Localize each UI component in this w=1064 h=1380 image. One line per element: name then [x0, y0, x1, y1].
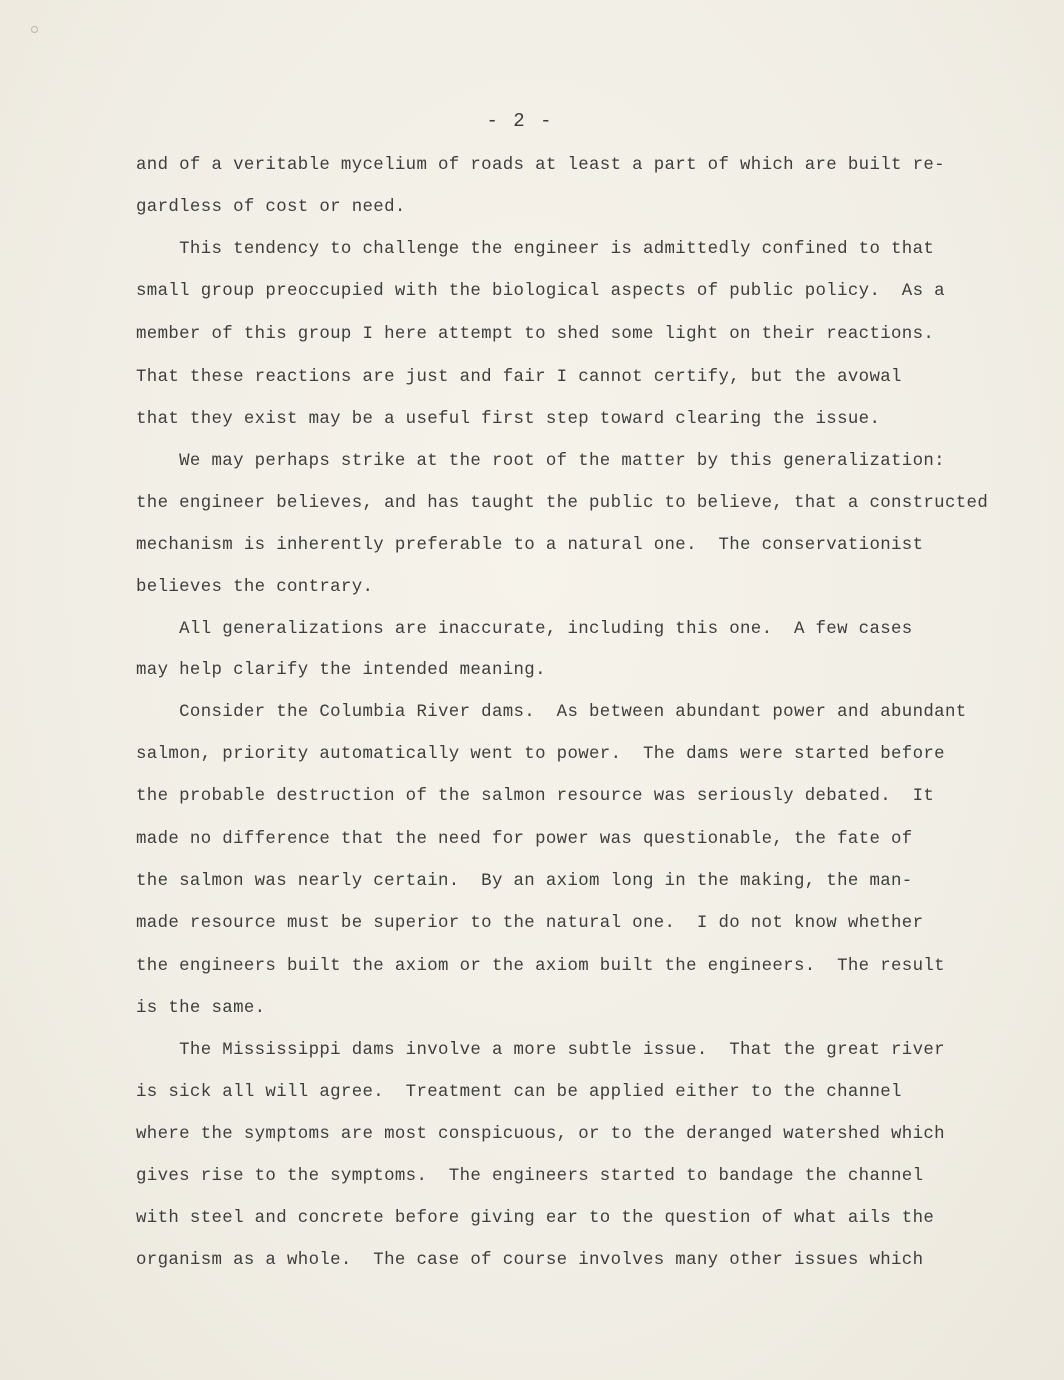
text-line: the engineers built the axiom or the axiom built the engineers. The result [136, 957, 945, 976]
paper-speck [31, 26, 38, 33]
text-line: organism as a whole. The case of course involves many other issues which [136, 1251, 924, 1270]
text-line: the salmon was nearly certain. By an axiom long in the making, the man- [136, 872, 913, 891]
text-line: The Mississippi dams involve a more subtle issue. That the great river [136, 1041, 945, 1060]
text-line: mechanism is inherently preferable to a natural one. The conservationist [136, 536, 924, 555]
text-line: That these reactions are just and fair I cannot certify, but the avowal [136, 368, 902, 387]
text-line: may help clarify the intended meaning. [136, 661, 546, 680]
text-line: salmon, priority automatically went to power. The dams were started before [136, 745, 945, 764]
text-line: Consider the Columbia River dams. As between abundant power and abundant [136, 703, 967, 722]
text-line: member of this group I here attempt to shed some light on their reactions. [136, 325, 935, 344]
text-line: We may perhaps strike at the root of the matter by this generalization: [136, 452, 945, 471]
text-line: is the same. [136, 999, 266, 1018]
text-line: This tendency to challenge the engineer is admittedly confined to that [136, 240, 935, 259]
text-line: the engineer believes, and has taught the public to believe, that a constructed [136, 494, 989, 513]
text-line: with steel and concrete before giving ear to the question of what ails the [136, 1209, 935, 1228]
text-line: is sick all will agree. Treatment can be applied either to the channel [136, 1083, 902, 1102]
text-line: gives rise to the symptoms. The engineers started to bandage the channel [136, 1167, 924, 1186]
text-line: where the symptoms are most conspicuous, or to the deranged watershed which [136, 1125, 945, 1144]
page-number: - 2 - [486, 110, 554, 132]
text-line: made no difference that the need for power was questionable, the fate of [136, 830, 913, 849]
text-line: made resource must be superior to the natural one. I do not know whether [136, 914, 924, 933]
text-line: believes the contrary. [136, 578, 374, 597]
text-line: small group preoccupied with the biological aspects of public policy. As a [136, 282, 945, 301]
text-line: the probable destruction of the salmon resource was seriously debated. It [136, 787, 935, 806]
text-line: and of a veritable mycelium of roads at least a part of which are built re- [136, 156, 945, 175]
text-line: All generalizations are inaccurate, including this one. A few cases [136, 620, 913, 639]
text-line: gardless of cost or need. [136, 198, 406, 217]
text-line: that they exist may be a useful first step toward clearing the issue. [136, 410, 881, 429]
